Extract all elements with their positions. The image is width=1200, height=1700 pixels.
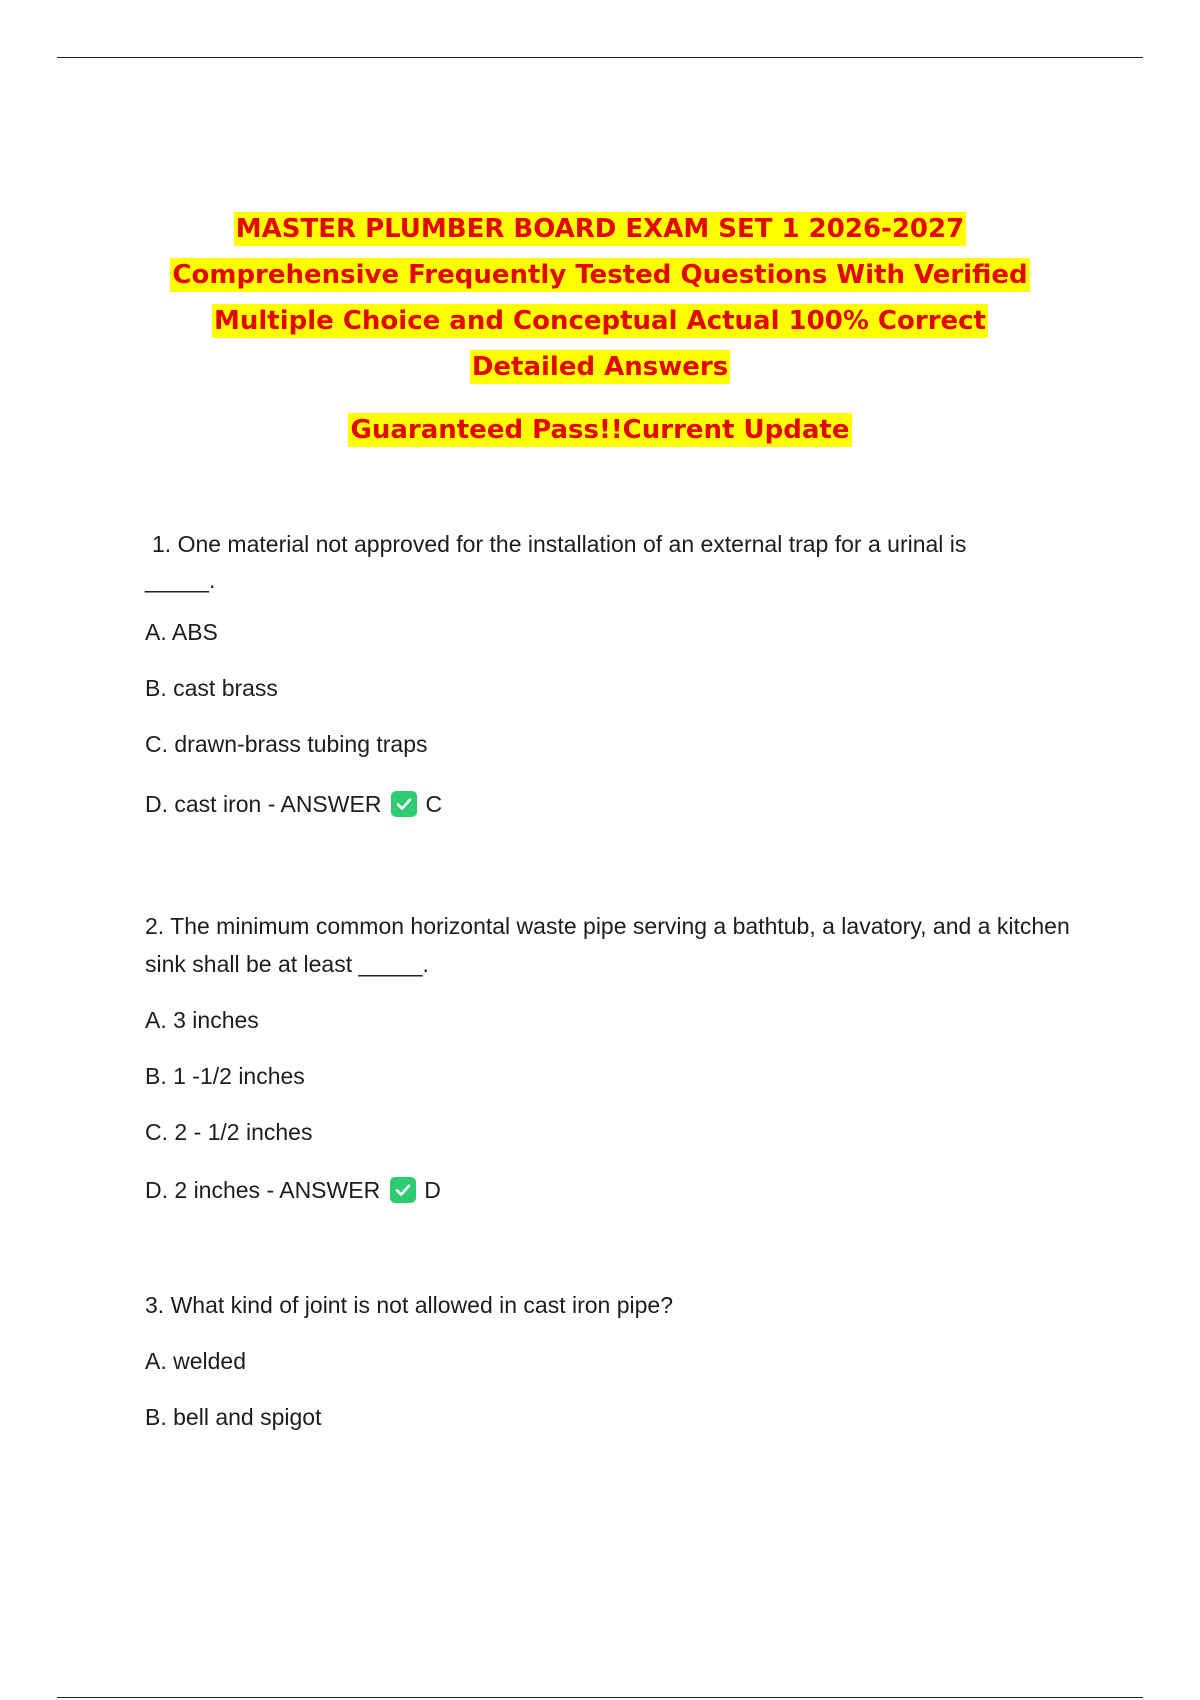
title-line-2: Comprehensive Frequently Tested Questions With Verified [172, 260, 1028, 290]
question-text: 1. One material not approved for the installation of an external trap for a urinal is [152, 531, 967, 557]
option-c: C. 2 - 1/2 inches [145, 1119, 313, 1145]
option-b: B. 1 -1/2 inches [145, 1063, 305, 1089]
option-a: A. 3 inches [145, 1007, 259, 1033]
check-mark-icon [390, 1177, 416, 1203]
question-1 [145, 525, 1095, 819]
document-title [140, 206, 1060, 453]
title-line-3: Multiple Choice and Conceptual Actual 100% Correct [213, 306, 986, 336]
option-d: D. cast iron - ANSWER [145, 791, 382, 817]
option-d-with-answer [145, 1175, 1095, 1205]
question-3 [145, 1286, 1095, 1432]
option-a: A. welded [145, 1348, 247, 1374]
option-d: D. 2 inches - ANSWER [145, 1177, 381, 1203]
document-subtitle: Guaranteed Pass!!Current Update [350, 415, 850, 445]
question-text: 2. The minimum common horizontal waste pipe serving a bathtub, a lavatory, and a kitchen sink shall be at least _____. [145, 913, 1070, 977]
answer-letter: C [425, 791, 443, 817]
option-b: B. cast brass [145, 675, 278, 701]
question-text: 3. What kind of joint is not allowed in cast iron pipe? [145, 1292, 674, 1318]
option-a: A. ABS [145, 619, 218, 645]
answer-blank: _____. [145, 567, 216, 593]
title-line-1: MASTER PLUMBER BOARD EXAM SET 1 2026-2027 [235, 214, 965, 244]
question-2 [145, 907, 1095, 1205]
header-rule [57, 57, 1143, 58]
check-mark-icon [391, 791, 417, 817]
option-b: B. bell and spigot [145, 1404, 322, 1430]
option-d-with-answer [145, 789, 1095, 819]
footer-rule [57, 1697, 1143, 1698]
answer-letter: D [424, 1177, 441, 1203]
title-line-4: Detailed Answers [471, 352, 729, 382]
option-c: C. drawn-brass tubing traps [145, 731, 428, 757]
